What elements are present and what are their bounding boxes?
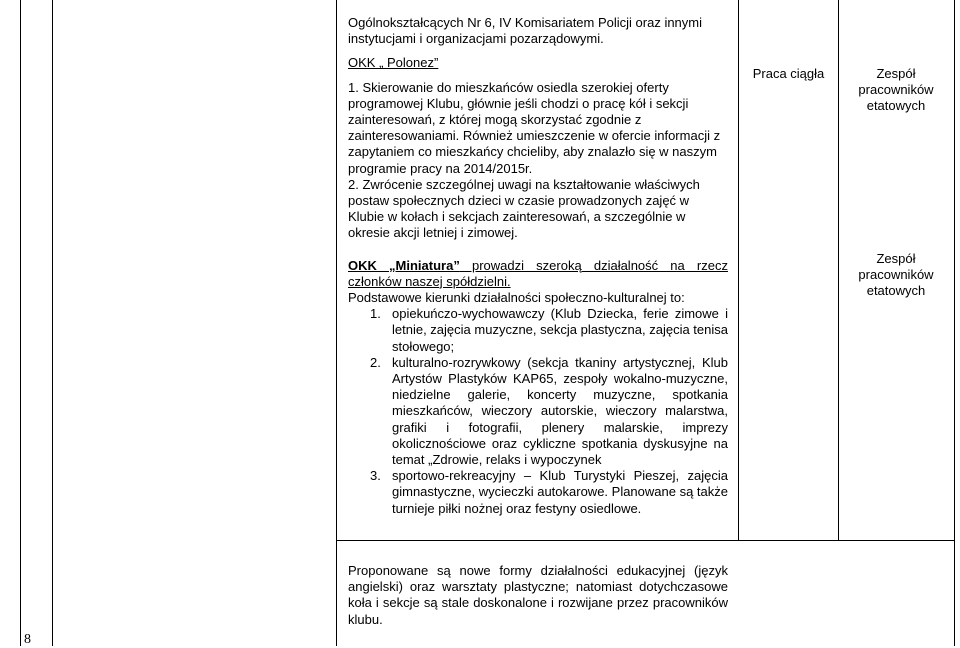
list-item: 2. kulturalno-rozrywkowy (sekcja tkaniny artystycznej, Klub Artystów Plastyków KAP65, zespoły wokalno-muzyczne, niedzielne galerie, koncerty muzyczne, spotkania mieszkańców, wieczory autorskie, wieczory malarstwa, grafiki i fotografii, plenery malarskie, imprezy okolicznościowe oraz cykliczne spotkania dyskusyjne na temat „Zdrowie, relaks i wypoczynek xyxy=(370,354,728,468)
table-row-divider xyxy=(336,540,955,541)
row-number: 8 xyxy=(24,632,31,647)
description-cell xyxy=(348,15,728,517)
polonez-paragraph-1: 1. Skierowanie do mieszkańców osiedla szerokiej oferty programowej Klubu, głównie jeśli chodzi o pracę kół i sekcji zainteresowań, z której mogą skorzystać zgodnie z zainteresowaniami. Również umieszczenie w ofercie informacji z zapytaniem co mieszkańcy chcieliby, aby znalazło się w naszym programie pracy na 2014/2015r. xyxy=(348,79,721,176)
table-col-divider-4 xyxy=(838,0,839,540)
list-item: 3. sportowo-rekreacyjny – Klub Turystyki Pieszej, zajęcia gimnastyczne, wycieczki autokarowe. Planowane są także turnieje piłki nożnej oraz festyny osiedlowe. xyxy=(370,468,728,516)
miniatura-paragraph xyxy=(348,258,728,290)
responsible-cell-1: Zespół pracowników etatowych xyxy=(858,66,934,114)
table-col-divider-2 xyxy=(336,0,337,646)
row2-text: Proponowane są nowe formy działalności edukacyjnej (język angielski) oraz warsztaty plastyczne; natomiast dotychczasowe koła i sekcje są stale doskonalone i rozwijane przez pracowników klubu. xyxy=(348,563,728,627)
miniatura-text: prowadzi szeroką działalność na rzecz członków naszej spółdzielni. xyxy=(348,257,728,289)
intro-line: Ogólnokształcących Nr 6, IV Komisariatem Policji oraz innymi instytucjami i organizacjami pozarządowymi. xyxy=(348,15,703,47)
table-border-right xyxy=(954,0,955,646)
polonez-paragraph-2: 2. Zwrócenie szczególnej uwagi na kształtowanie właściwych postaw społecznych dzieci w czasie prowadzonych zajęć w Klubie w kołach i sekcjach zainteresowań, a szczególnie w okresie akcji letniej i zimowej. xyxy=(348,176,700,241)
responsible-cell-2: Zespół pracowników etatowych xyxy=(858,251,934,299)
miniatura-heading: OKK „Miniatura” xyxy=(348,257,460,273)
table-col-divider-1 xyxy=(52,0,53,646)
polonez-heading: OKK „ Polonez” xyxy=(348,55,439,71)
table-border-left xyxy=(20,0,21,646)
kierunki-intro: Podstawowe kierunki działalności społeczno-kulturalnej to: xyxy=(348,290,685,306)
termin-cell: Praca ciągła xyxy=(752,66,825,81)
kierunki-list xyxy=(348,306,728,517)
list-item: 1. opiekuńczo-wychowawczy (Klub Dziecka, ferie zimowe i letnie, zajęcia muzyczne, sekcja plastyczna, zajęcia tenisa stołowego; xyxy=(370,306,728,354)
